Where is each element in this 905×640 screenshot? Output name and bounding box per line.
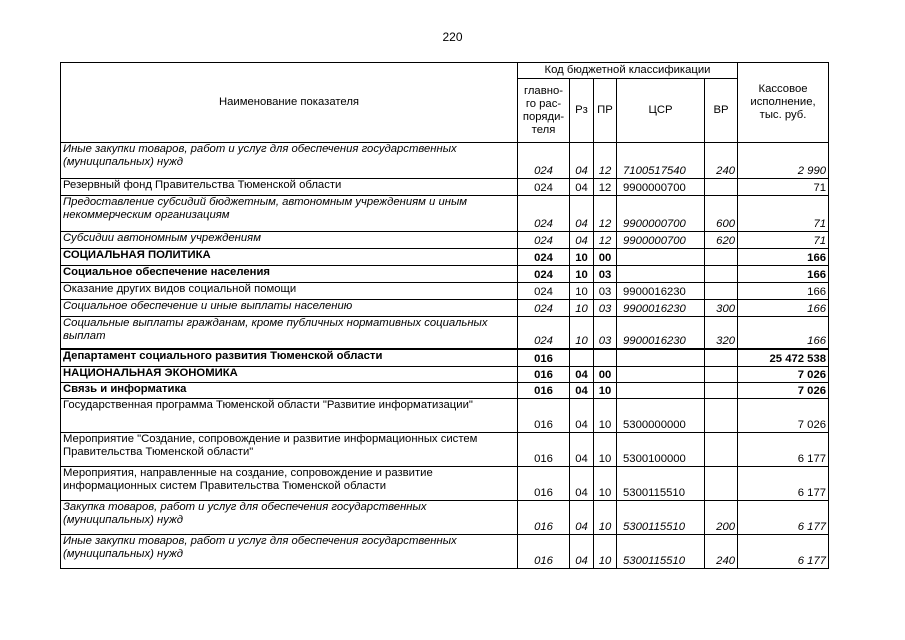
table-row (61, 300, 829, 317)
row-name: Государственная программа Тюменской области "Развитие информатизации" (61, 399, 518, 433)
row-name: Социальное обеспечение и иные выплаты населению (61, 300, 518, 317)
row-amount: 166 (738, 300, 829, 317)
table-row (61, 467, 829, 501)
row-name: Предоставление субсидий бюджетным, автономным учреждениям и иным некоммерческим организациям (61, 196, 518, 232)
row-pr-code: 10 (594, 383, 617, 399)
row-rz-code: 10 (570, 317, 594, 349)
row-csr-code: 9900000700 (617, 232, 705, 249)
row-rz-code: 10 (570, 266, 594, 283)
row-pr-code: 03 (594, 266, 617, 283)
row-pr-code: 03 (594, 300, 617, 317)
row-vr-code: 300 (705, 300, 738, 317)
row-csr-code: 9900000700 (617, 196, 705, 232)
header-name: Наименование показателя (61, 63, 518, 143)
row-pr-code: 10 (594, 467, 617, 501)
header-amount: Кассовое исполнение, тыс. руб. (738, 63, 829, 143)
table-row (61, 317, 829, 349)
row-glav-code: 024 (518, 196, 570, 232)
row-csr-code: 9900016230 (617, 300, 705, 317)
row-glav-code: 016 (518, 501, 570, 535)
row-pr-code: 03 (594, 283, 617, 300)
header-pr: ПР (594, 79, 617, 143)
row-csr-code (617, 266, 705, 283)
header-csr: ЦСР (617, 79, 705, 143)
row-csr-code: 5300115510 (617, 535, 705, 569)
row-amount: 6 177 (738, 501, 829, 535)
row-amount: 166 (738, 266, 829, 283)
row-name: Мероприятие "Создание, сопровождение и развитие информационных систем Правительства Тюменской области" (61, 433, 518, 467)
row-vr-code (705, 467, 738, 501)
row-csr-code: 5300115510 (617, 467, 705, 501)
row-vr-code: 240 (705, 535, 738, 569)
row-pr-code: 00 (594, 249, 617, 266)
row-rz-code: 04 (570, 383, 594, 399)
row-csr-code: 9900016230 (617, 317, 705, 349)
row-amount: 2 990 (738, 143, 829, 179)
table-row (61, 367, 829, 383)
row-name: Иные закупки товаров, работ и услуг для обеспечения государственных (муниципальных) нужд (61, 143, 518, 179)
row-csr-code (617, 349, 705, 367)
row-rz-code: 04 (570, 501, 594, 535)
row-pr-code: 12 (594, 232, 617, 249)
row-rz-code: 04 (570, 196, 594, 232)
row-rz-code: 10 (570, 249, 594, 266)
row-glav-code: 024 (518, 179, 570, 196)
table-row (61, 266, 829, 283)
table-row (61, 249, 829, 266)
row-vr-code (705, 179, 738, 196)
row-glav-code: 016 (518, 367, 570, 383)
row-vr-code: 600 (705, 196, 738, 232)
table-row (61, 501, 829, 535)
row-vr-code (705, 266, 738, 283)
header-rz: Рз (570, 79, 594, 143)
row-amount: 71 (738, 232, 829, 249)
row-vr-code (705, 367, 738, 383)
row-glav-code: 024 (518, 300, 570, 317)
row-csr-code (617, 367, 705, 383)
row-glav-code: 016 (518, 467, 570, 501)
row-vr-code (705, 433, 738, 467)
row-glav-code: 016 (518, 433, 570, 467)
row-pr-code (594, 349, 617, 367)
row-name: Департамент социального развития Тюменской области (61, 349, 518, 367)
row-csr-code (617, 383, 705, 399)
row-glav-code: 024 (518, 143, 570, 179)
row-rz-code: 04 (570, 433, 594, 467)
row-name: Субсидии автономным учреждениям (61, 232, 518, 249)
row-pr-code: 00 (594, 367, 617, 383)
budget-table (60, 62, 829, 569)
row-vr-code: 620 (705, 232, 738, 249)
row-glav-code: 024 (518, 249, 570, 266)
table-row (61, 179, 829, 196)
page-number: 220 (442, 30, 463, 44)
row-rz-code: 04 (570, 535, 594, 569)
row-amount: 166 (738, 249, 829, 266)
row-glav-code: 016 (518, 349, 570, 367)
row-name: Мероприятия, направленные на создание, сопровождение и развитие информационных систем Правительства Тюменской области (61, 467, 518, 501)
row-glav-code: 016 (518, 399, 570, 433)
row-csr-code: 5300100000 (617, 433, 705, 467)
row-name: Резервный фонд Правительства Тюменской области (61, 179, 518, 196)
row-amount: 7 026 (738, 367, 829, 383)
table-row (61, 535, 829, 569)
row-glav-code: 016 (518, 535, 570, 569)
header-glavny: главно-го рас-поряди-теля (518, 79, 570, 143)
row-pr-code: 12 (594, 196, 617, 232)
row-name: Социальное обеспечение населения (61, 266, 518, 283)
row-amount: 166 (738, 317, 829, 349)
row-glav-code: 016 (518, 383, 570, 399)
row-rz-code (570, 349, 594, 367)
row-name: Иные закупки товаров, работ и услуг для обеспечения государственных (муниципальных) нужд (61, 535, 518, 569)
header-vr: ВР (705, 79, 738, 143)
table-body (61, 143, 829, 569)
row-amount: 7 026 (738, 383, 829, 399)
table-row (61, 433, 829, 467)
table-row (61, 196, 829, 232)
row-vr-code (705, 399, 738, 433)
row-amount: 71 (738, 179, 829, 196)
row-amount: 71 (738, 196, 829, 232)
row-csr-code: 5300115510 (617, 501, 705, 535)
row-glav-code: 024 (518, 317, 570, 349)
row-name: Оказание других видов социальной помощи (61, 283, 518, 300)
row-name: СОЦИАЛЬНАЯ ПОЛИТИКА (61, 249, 518, 266)
header-code-group: Код бюджетной классификации (518, 63, 738, 79)
row-rz-code: 04 (570, 399, 594, 433)
table-row (61, 232, 829, 249)
row-glav-code: 024 (518, 266, 570, 283)
row-amount: 6 177 (738, 535, 829, 569)
row-vr-code (705, 383, 738, 399)
row-vr-code: 320 (705, 317, 738, 349)
row-pr-code: 03 (594, 317, 617, 349)
row-csr-code (617, 249, 705, 266)
row-vr-code (705, 283, 738, 300)
row-csr-code: 9900000700 (617, 179, 705, 196)
row-amount: 6 177 (738, 467, 829, 501)
row-pr-code: 10 (594, 433, 617, 467)
row-vr-code (705, 349, 738, 367)
row-amount: 25 472 538 (738, 349, 829, 367)
row-amount: 166 (738, 283, 829, 300)
row-amount: 6 177 (738, 433, 829, 467)
table-row (61, 383, 829, 399)
row-csr-code: 9900016230 (617, 283, 705, 300)
table-header (61, 63, 829, 143)
row-pr-code: 12 (594, 143, 617, 179)
row-rz-code: 04 (570, 143, 594, 179)
row-name: Закупка товаров, работ и услуг для обеспечения государственных (муниципальных) нужд (61, 501, 518, 535)
row-csr-code: 7100517540 (617, 143, 705, 179)
row-vr-code: 200 (705, 501, 738, 535)
row-glav-code: 024 (518, 232, 570, 249)
row-pr-code: 10 (594, 535, 617, 569)
row-name: Связь и информатика (61, 383, 518, 399)
row-rz-code: 10 (570, 283, 594, 300)
row-rz-code: 10 (570, 300, 594, 317)
row-pr-code: 10 (594, 501, 617, 535)
row-pr-code: 12 (594, 179, 617, 196)
table-row (61, 349, 829, 367)
row-glav-code: 024 (518, 283, 570, 300)
row-rz-code: 04 (570, 232, 594, 249)
row-name: Социальные выплаты гражданам, кроме публичных нормативных социальных выплат (61, 317, 518, 349)
row-vr-code: 240 (705, 143, 738, 179)
row-amount: 7 026 (738, 399, 829, 433)
row-vr-code (705, 249, 738, 266)
row-csr-code: 5300000000 (617, 399, 705, 433)
row-pr-code: 10 (594, 399, 617, 433)
row-name: НАЦИОНАЛЬНАЯ ЭКОНОМИКА (61, 367, 518, 383)
row-rz-code: 04 (570, 467, 594, 501)
row-rz-code: 04 (570, 179, 594, 196)
row-rz-code: 04 (570, 367, 594, 383)
table-row (61, 143, 829, 179)
table-row (61, 399, 829, 433)
table-row (61, 283, 829, 300)
